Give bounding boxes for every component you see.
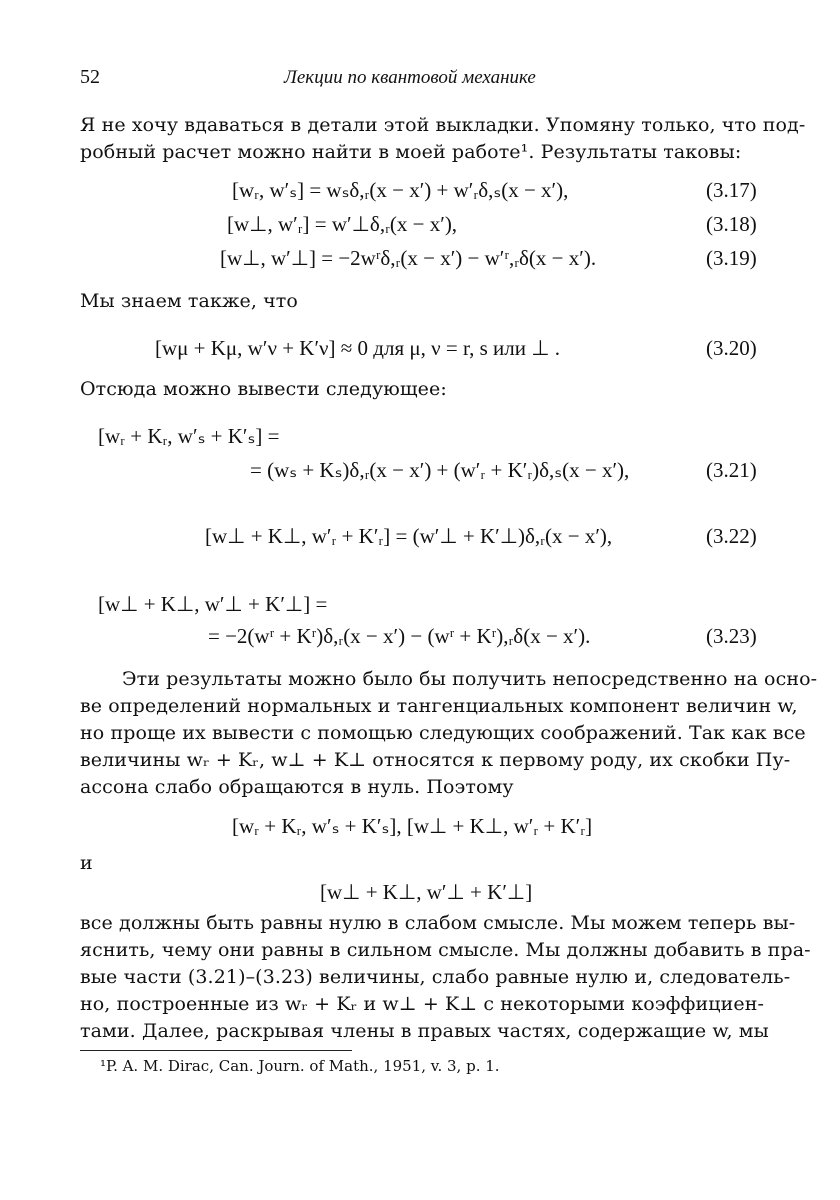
equation-3-23-lhs: [w⊥ + K⊥, w′⊥ + K′⊥] = bbox=[98, 592, 328, 616]
paragraph-1-line-1: Я не хочу вдаваться в детали этой выкладки. Упомяну только, что под- bbox=[80, 114, 806, 136]
equation-3-21-lhs: [wᵣ + Kᵣ, w′ₛ + K′ₛ] = bbox=[98, 424, 280, 448]
equation-3-22-number: (3.22) bbox=[706, 524, 757, 548]
equation-3-18-number: (3.18) bbox=[706, 212, 757, 236]
paragraph-5-line-3: вые части (3.21)–(3.23) величины, слабо равные нулю и, следователь- bbox=[80, 966, 791, 988]
paragraph-4-line-4: величины wᵣ + Kᵣ, w⊥ + K⊥ относятся к первому роду, их скобки Пу- bbox=[80, 749, 791, 771]
equation-3-20: [wμ + Kμ, w′ν + K′ν] ≈ 0 для μ, ν = r, s или ⊥ . bbox=[155, 336, 561, 360]
equation-3-21-number: (3.21) bbox=[706, 458, 757, 482]
equation-3-23-number: (3.23) bbox=[706, 624, 757, 648]
paragraph-3: Отсюда можно вывести следующее: bbox=[80, 378, 447, 400]
equation-3-23-rhs: = −2(wʳ + Kʳ)δ,ᵣ(x − x′) − (wʳ + Kʳ),ᵣδ(x − x′). bbox=[208, 624, 591, 648]
paragraph-4-line-3: но проще их вывести с помощью следующих соображений. Так как все bbox=[80, 722, 806, 744]
expression-brackets-2: [w⊥ + K⊥, w′⊥ + K′⊥] bbox=[320, 880, 533, 904]
paragraph-5-line-1: все должны быть равны нулю в слабом смысле. Мы можем теперь вы- bbox=[80, 912, 796, 934]
equation-3-21-rhs: = (wₛ + Kₛ)δ,ᵣ(x − x′) + (w′ᵣ + K′ᵣ)δ,ₛ(x − x′), bbox=[250, 458, 630, 482]
paragraph-5-line-5: тами. Далее, раскрывая члены в правых частях, содержащие w, мы bbox=[80, 1020, 769, 1042]
equation-3-19-number: (3.19) bbox=[706, 246, 757, 270]
page-number: 52 bbox=[80, 66, 100, 88]
running-title: Лекции по квантовой механике bbox=[284, 67, 536, 88]
paragraph-4-line-1: Эти результаты можно было бы получить непосредственно на осно- bbox=[122, 668, 818, 690]
expression-brackets-1: [wᵣ + Kᵣ, w′ₛ + K′ₛ], [w⊥ + K⊥, w′ᵣ + K′ᵣ] bbox=[232, 814, 593, 838]
conjunction-and: и bbox=[80, 852, 93, 874]
footnote-rule bbox=[80, 1050, 352, 1051]
equation-3-22: [w⊥ + K⊥, w′ᵣ + K′ᵣ] = (w′⊥ + K′⊥)δ,ᵣ(x − x′), bbox=[205, 524, 613, 548]
equation-3-18: [w⊥, w′ᵣ] = w′⊥δ,ᵣ(x − x′), bbox=[227, 212, 458, 236]
paragraph-4-line-5: ассона слабо обращаются в нуль. Поэтому bbox=[80, 776, 514, 798]
paragraph-1-line-2: робный расчет можно найти в моей работе¹. Результаты таковы: bbox=[80, 141, 742, 163]
paragraph-4-line-2: ве определений нормальных и тангенциальных компонент величин w, bbox=[80, 695, 798, 717]
equation-3-17: [wᵣ, w′ₛ] = wₛδ,ᵣ(x − x′) + w′ᵣδ,ₛ(x − x′), bbox=[232, 178, 569, 202]
equation-3-19: [w⊥, w′⊥] = −2wʳδ,ᵣ(x − x′) − w′ʳ,ᵣδ(x − x′). bbox=[220, 246, 597, 270]
paragraph-5-line-4: но, построенные из wᵣ + Kᵣ и w⊥ + K⊥ с некоторыми коэффициен- bbox=[80, 993, 764, 1015]
equation-3-17-number: (3.17) bbox=[706, 178, 757, 202]
paragraph-5-line-2: яснить, чему они равны в сильном смысле. Мы должны добавить в пра- bbox=[80, 939, 811, 961]
equation-3-20-number: (3.20) bbox=[706, 336, 757, 360]
footnote: ¹P. A. M. Dirac, Can. Journ. of Math., 1951, v. 3, p. 1. bbox=[100, 1057, 500, 1075]
paragraph-2: Мы знаем также, что bbox=[80, 290, 298, 312]
